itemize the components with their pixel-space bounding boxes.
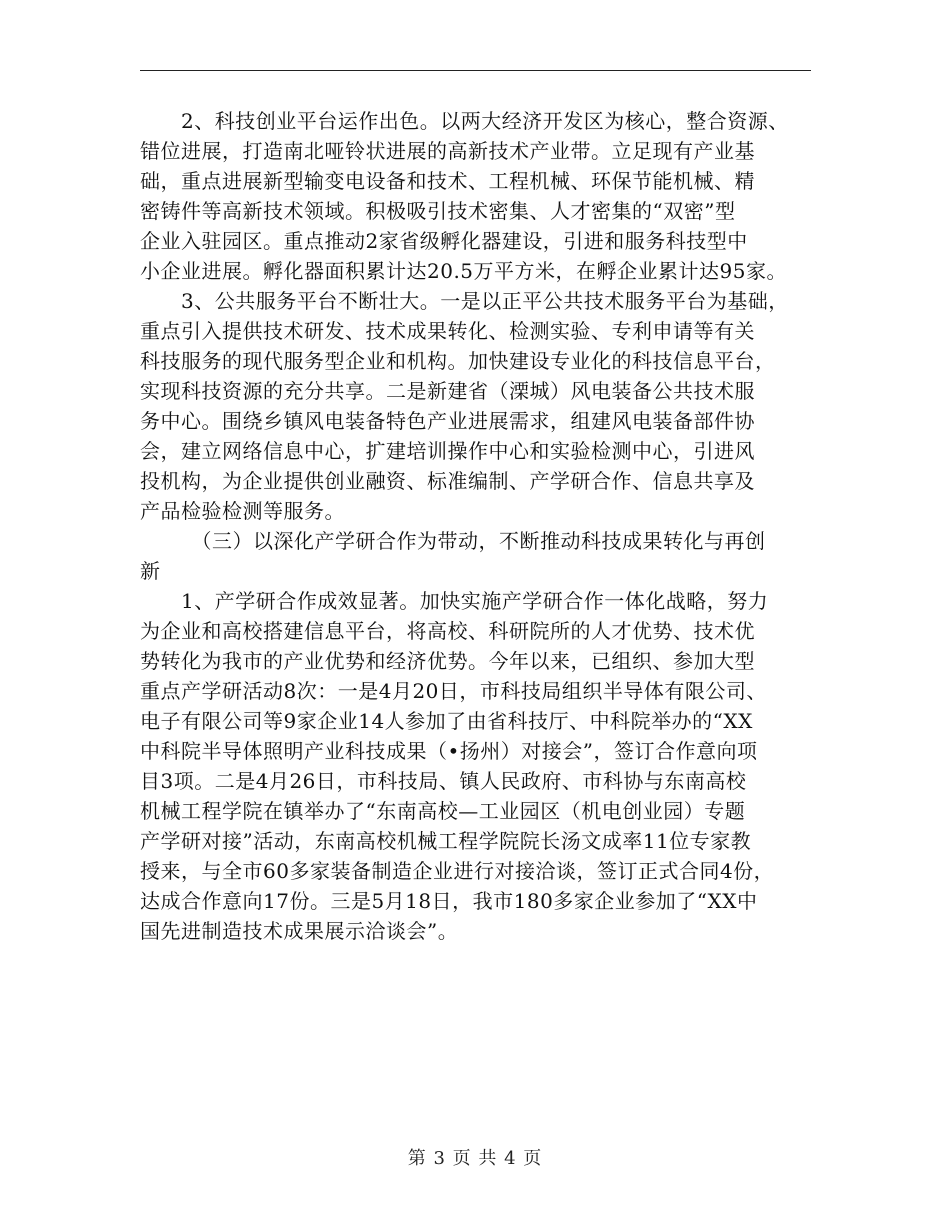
body-line: 投机构，为企业提供创业融资、标准编制、产学研合作、信息共享及 (140, 469, 755, 493)
body-line: 1、产学研合作成效显著。加快实施产学研合作一体化战略，努力 (140, 589, 769, 613)
body-line: 国先进制造技术成果展示洽谈会”。 (140, 919, 459, 943)
body-line: 目3项。二是4月26日，市科技局、镇人民政府、市科协与东南高校 (140, 769, 747, 793)
body-line: 2、科技创业平台运作出色。以两大经济开发区为核心，整合资源、 (140, 109, 789, 133)
body-line: 电子有限公司等9家企业14人参加了由省科技厅、中科院举办的“XX (140, 709, 753, 733)
body-line: 产学研对接”活动，东南高校机械工程学院院长汤文成率11位专家教 (140, 829, 752, 853)
body-line: 科技服务的现代服务型企业和机构。加快建设专业化的科技信息平台， (140, 349, 776, 373)
body-line: 会，建立网络信息中心，扩建培训操作中心和实验检测中心，引进风 (140, 439, 755, 463)
body-line: 达成合作意向17份。三是5月18日，我市180多家企业参加了“XX中 (140, 889, 758, 913)
body-line: 机械工程学院在镇举办了“东南高校—工业园区（机电创业园）专题 (140, 799, 746, 823)
body-line: 重点产学研活动8次：一是4月20日，市科技局组织半导体有限公司、 (140, 679, 767, 703)
body-line: 势转化为我市的产业优势和经济优势。今年以来，已组织、参加大型 (140, 649, 755, 673)
body-line: 产品检验检测等服务。 (140, 499, 345, 523)
body-line: 中科院半导体照明产业科技成果（•扬州）对接会”，签订合作意向项 (140, 739, 758, 763)
body-line: 础，重点进展新型输变电设备和技术、工程机械、环保节能机械、精 (140, 169, 755, 193)
body-line: 密铸件等高新技术领域。积极吸引技术密集、人才密集的“双密”型 (140, 199, 736, 223)
document-body (140, 106, 820, 946)
section-heading-line: 新 (140, 559, 161, 583)
body-line: 小企业进展。孵化器面积累计达20.5万平方米，在孵企业累计达95家。 (140, 259, 787, 283)
section-heading-line: （三）以深化产学研合作为带动，不断推动科技成果转化与再创 (140, 529, 766, 553)
body-line: 为企业和高校搭建信息平台，将高校、科研院所的人才优势、技术优 (140, 619, 755, 643)
body-line: 重点引入提供技术研发、技术成果转化、检测实验、专利申请等有关 (140, 319, 755, 343)
body-line: 实现科技资源的充分共享。二是新建省（溧城）风电装备公共技术服 (140, 379, 755, 403)
body-line: 企业入驻园区。重点推动2家省级孵化器建设，引进和服务科技型中 (140, 229, 748, 253)
body-line: 授来，与全市60多家装备制造企业进行对接洽谈，签订正式合同4份， (140, 859, 775, 883)
body-line: 务中心。围绕乡镇风电装备特色产业进展需求，组建风电装备部件协 (140, 409, 755, 433)
header-rule (140, 70, 811, 71)
body-line: 错位进展，打造南北哑铃状进展的高新技术产业带。立足现有产业基 (140, 139, 755, 163)
page-number-footer: 第 3 页 共 4 页 (407, 1148, 543, 1169)
body-line: 3、公共服务平台不断壮大。一是以正平公共技术服务平台为基础， (140, 289, 789, 313)
